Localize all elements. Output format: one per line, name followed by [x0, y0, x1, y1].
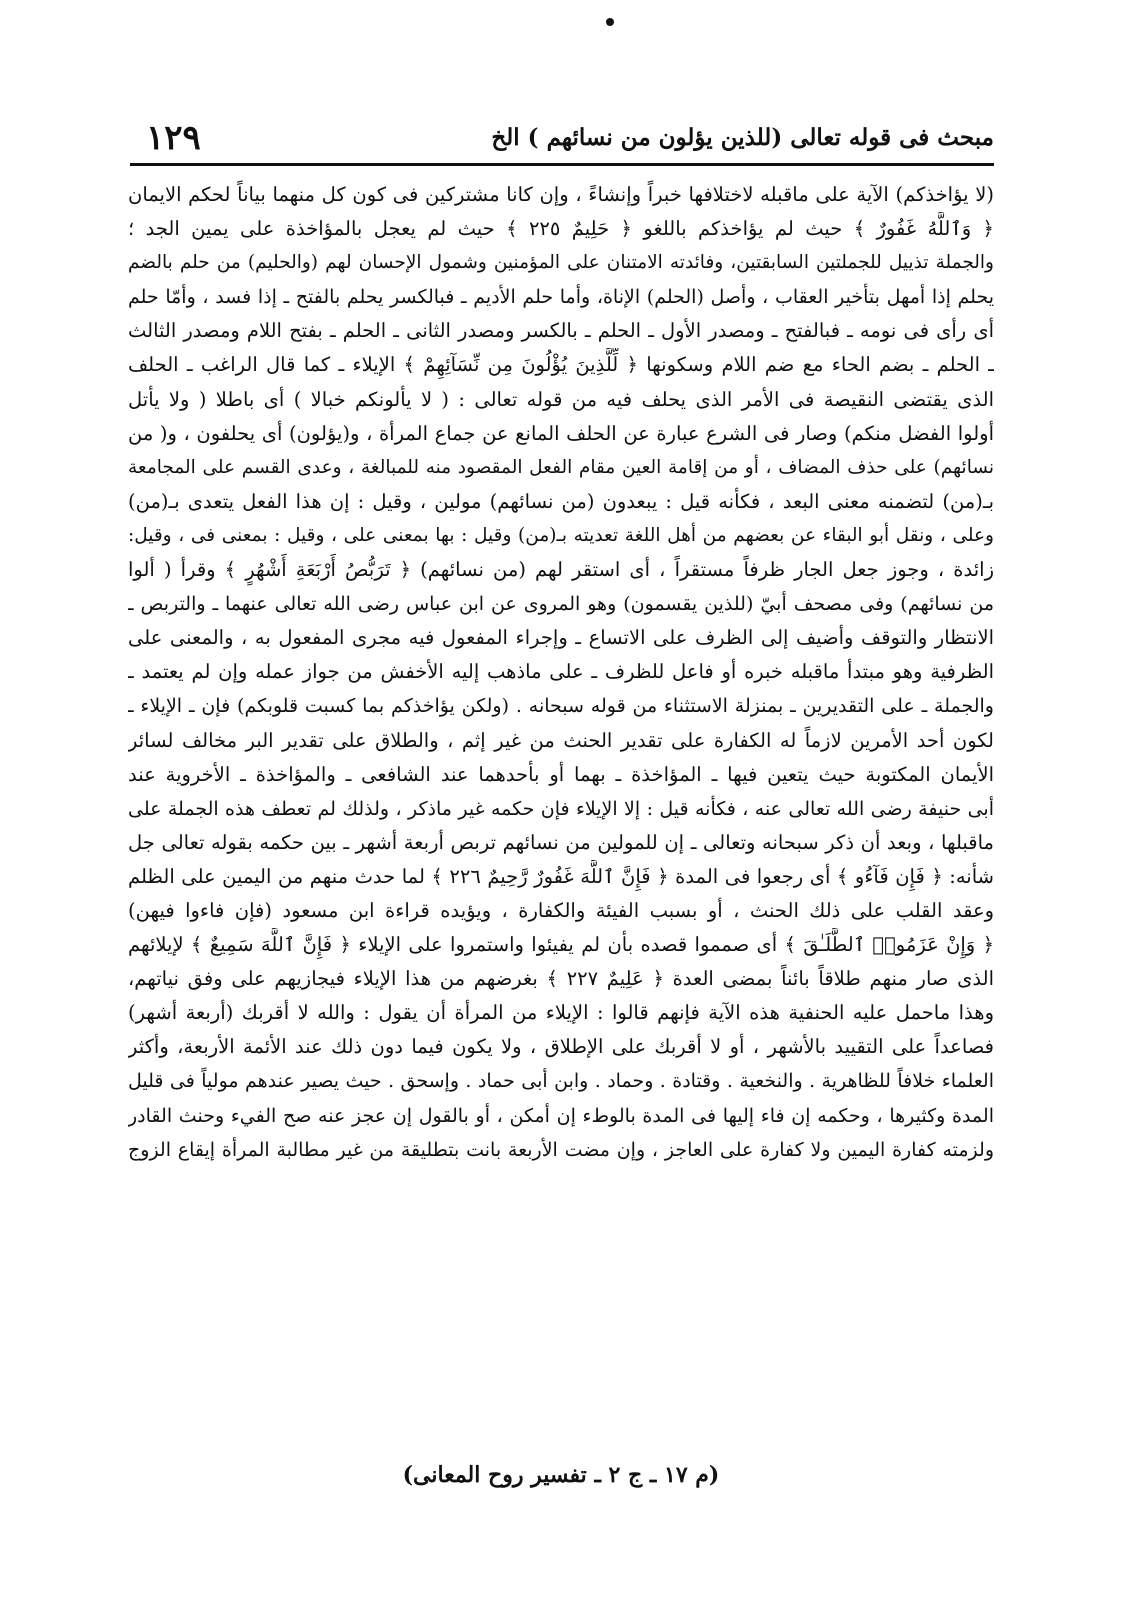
- text-line: نسائهم) على حذف المضاف ، أو من إقامة العين مقام الفعل المقصود منه للمبالغة ، وعدى القسم على المجامعة: [128, 456, 994, 478]
- text-line: ﴿ وَٱللَّهُ غَفُورٌ ﴾ حيث لم يؤاخذكم باللغو ﴿ حَلِيمٌ ٢٢٥ ﴾ حيث لم يعجل بالمؤاخذة على يمين الجد ؛: [128, 217, 994, 241]
- text-line: وهذا ماحمل عليه الحنفية هذه الآية فإنهم قالوا : الإيلاء من المرأة أن يقول : والله لا أقربك (أربعة أشهر): [128, 1001, 994, 1025]
- text-line: الذى صار منهم طلاقاً بائناً بمضى العدة ﴿ عَلِيمٌ ٢٢٧ ﴾ بغرضهم من هذا الإيلاء فيجازيهم على وفق نياتهم،: [128, 967, 994, 991]
- text-line: وعلى ، ونقل أبو البقاء عن بعضهم من أهل اللغة تعديته بـ(من) وقيل : بها بمعنى على ، وقيل : بمعنى فى ، وقيل:: [128, 524, 994, 546]
- text-line: أى رأى فى نومه ـ فبالفتح ـ ومصدر الأول ـ الحلم ـ بالكسر ومصدر الثانى ـ الحلم ـ بفتح اللام ومصدر الثالث: [128, 319, 994, 343]
- text-line: بـ(من) لتضمنه معنى البعد ، فكأنه قيل : يبعدون (من نسائهم) مولين ، وقيل : إن هذا الفعل يتعدى بـ(من): [128, 489, 994, 513]
- text-line: الذى يقتضى النقيصة فى الأمر الذى يحلف فيه من قوله تعالى : ( لا يألونكم خبالا ) أى باطلا ( ولا يأتل: [128, 387, 994, 411]
- text-line: ﴿ وَإِنْ عَزَمُوا۟ ٱلطَّلَـٰقَ ﴾ أى صمموا قصده بأن لم يفيئوا واستمروا على الإيلاء ﴿ فَإِنَّ ٱللَّهَ سَمِيعٌ ﴾ لإيلائهم: [128, 933, 994, 957]
- text-line: ماقبلها ، وبعد أن ذكر سبحانه وتعالى ـ إن للمولين من نسائهم تربص أربعة أشهر ـ بين حكمه بقوله تعالى جل: [128, 830, 994, 854]
- text-line: (لا يؤاخذكم) الآية على ماقبله لاختلافها خبراً وإنشاءً ، وإن كانا مشتركين فى كون كل منهما بياناً لحكم الايمان: [128, 183, 994, 206]
- text-line: الظرفية وهو مبتدأ ماقبله خبره أو فاعل للظرف ـ على ماذهب إليه الأخفش من جواز عمله وإن لم يعتمد ـ: [128, 660, 994, 684]
- text-line: الأيمان المكتوبة حيث يتعين فيها ـ المؤاخذة ـ بهما أو بأحدهما عند الشافعى ـ والمؤاخذة ـ الأخروية عند: [128, 762, 994, 786]
- text-line: ولزمته كفارة اليمين ولا كفارة على العاجز ، وإن مضت الأربعة بانت بتطليقة من غير مطالبة المرأة إيقاع الزوج: [128, 1138, 994, 1161]
- text-line: المدة وكثيرها ، وحكمه إن فاء إليها فى المدة بالوطء إن أمكن ، أو بالقول إن عجز عنه صح الفيء وحنث القادر: [128, 1104, 994, 1127]
- text-line: لكون أحد الأمرين لازماً له الكفارة على تقدير الحنث من غير إثم ، والطلاق على تقدير البر مخالف لسائر: [128, 728, 994, 752]
- text-line: والجملة ـ على التقديرين ـ بمنزلة الاستثناء من قوله سبحانه . (ولكن يؤاخذكم بما كسبت قلوبكم) فإن ـ الإيلاء ـ: [128, 695, 994, 718]
- text-line: زائدة ، وجوز جعل الجار ظرفاً مستقراً ، أى استقر لهم (من نسائهم) ﴿ تَرَبُّصُ أَرْبَعَةِ أَشْهُرٍ ﴾ وقرأ ( ألوا: [128, 558, 994, 582]
- text-line: أبى حنيفة رضى الله تعالى عنه ، فكأنه قيل : إلا الإيلاء فإن حكمه غير ماذكر ، ولذلك لم تعطف هذه الجملة على: [128, 797, 994, 820]
- text-line: الانتظار والتوقف وأضيف إلى الظرف على الاتساع ـ وإجراء المفعول فيه مجرى المفعول به ، والمعنى على: [128, 626, 994, 650]
- text-line: العلماء خلافاً للظاهرية . والنخعية . وقتادة . وحماد . وابن أبى حماد . وإسحق . حيث يصير عندهم مولياً فى قليل: [128, 1070, 994, 1093]
- body-text: [128, 178, 994, 1167]
- page-header: [132, 118, 994, 166]
- page-number: ١٢٩: [146, 118, 201, 158]
- text-line: أولوا الفضل منكم) وصار فى الشرع عبارة عن الحلف المانع عن جماع المرأة ، و(يؤلون) أى يحلفون ، و( من: [128, 421, 994, 445]
- text-line: والجملة تذييل للجملتين السابقتين، وفائدته الامتنان على المؤمنين وشمول الإحسان لهم (والحليم) من حلم بالضم: [128, 252, 994, 274]
- section-title: مبحث فى قوله تعالى (للذين يؤلون من نسائهم ) الخ: [491, 124, 994, 151]
- text-line: فصاعداً على التقييد بالأشهر ، أو لا أقربك على الإطلاق ، ولا يكون فيما دون ذلك عند الأئمة الأربعة، وأكثر: [128, 1035, 994, 1059]
- text-line: ـ الحلم ـ بضم الحاء مع ضم اللام وسكونها ﴿ لِّلَّذِينَ يُؤْلُونَ مِن نِّسَآئِهِمْ ﴾ الإيلاء ـ كما قال الراغب ـ الحلف: [128, 353, 994, 377]
- text-line: شأنه: ﴿ فَإِن فَآءُو ﴾ أى رجعوا فى المدة ﴿ فَإِنَّ ٱللَّهَ غَفُورٌ رَّحِيمٌ ٢٢٦ ﴾ لما حدث منهم من اليمين على الظلم: [128, 864, 994, 888]
- text-line: وعقد القلب على ذلك الحنث ، أو بسبب الفيئة والكفارة ، ويؤيده قراءة ابن مسعود (فإن فاءوا فيهن): [128, 898, 994, 922]
- text-line: يحلم إذا أمهل بتأخير العقاب ، وأصل (الحلم) الإناة، وأما حلم الأديم ـ فبالكسر يحلم بالفتح ـ إذا فسد ، وأمّا حلم: [128, 286, 994, 309]
- page-dot-mark: [606, 18, 614, 26]
- text-line: من نسائهم) وفى مصحف أبيّ (للذين يقسمون) وهو المروى عن ابن عباس رضى الله تعالى عنهما ـ والتربص ـ: [128, 593, 994, 616]
- page-footer: (م ١٧ ـ ج ٢ ـ تفسير روح المعانى): [402, 1462, 720, 1488]
- header-rule: [130, 163, 994, 166]
